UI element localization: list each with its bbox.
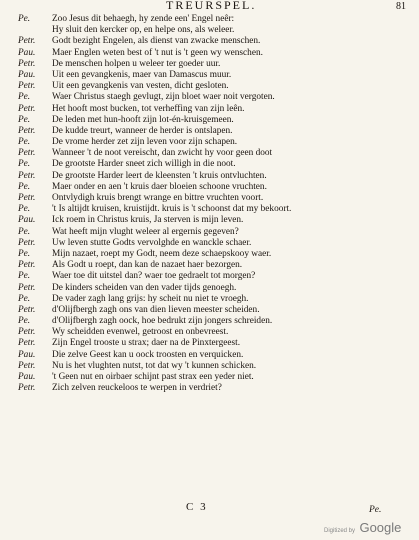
- speaker-label: Pau.: [18, 69, 36, 80]
- dialogue-line: [18, 193, 413, 204]
- line-text: Zoo Jesus dit behaegh, hy zende een' Engel neêr:: [52, 14, 235, 24]
- speaker-label: Pau.: [18, 47, 36, 58]
- line-text: Maer onder en aen 't kruis daer bloeien schoone vruchten.: [52, 181, 267, 192]
- speaker-label: Pau.: [18, 372, 36, 382]
- dialogue-line: [18, 25, 413, 36]
- dialogue-line: [18, 249, 413, 260]
- line-text: Maer Englen weten best of 't nut is 't geen wy wenschen.: [52, 47, 263, 58]
- page-number: 81: [396, 1, 406, 12]
- line-text: Als Godt u roept, dan kan de nazaet haer bezorgen.: [52, 260, 243, 271]
- speaker-label: Petr.: [18, 282, 36, 293]
- line-text: De grootste Harder sneet zich willigh in die noot.: [52, 159, 236, 170]
- line-text: De vader zagh lang grijs: hy scheit nu niet te vroegh.: [52, 293, 249, 304]
- line-text: 't Is altijdt kruisen, kruistijdt. kruis is 't schoonst dat my bekoort.: [52, 204, 292, 215]
- speaker-label: Pe.: [18, 204, 31, 215]
- speaker-label: Pau.: [18, 215, 36, 226]
- line-text: Hy sluit den kercker op, en helpe ons, als weleer.: [52, 25, 235, 36]
- dialogue-line: [18, 361, 413, 372]
- line-text: Wy scheidden evenwel, getroost en onbevreest.: [52, 327, 229, 338]
- dialogue-line: [18, 338, 413, 349]
- line-text: Godt bezight Engelen, als dienst van zwacke menschen.: [52, 36, 261, 47]
- dialogue-line: [18, 283, 413, 294]
- speaker-label: Petr.: [18, 148, 36, 159]
- speaker-label: Petr.: [18, 193, 36, 203]
- line-text: De leden met hun-hooft zijn lot-én-kruisgemeen.: [52, 114, 234, 125]
- speaker-label: Pe.: [18, 92, 31, 103]
- dialogue-line: [18, 227, 413, 238]
- speaker-label: Pe.: [18, 181, 31, 192]
- dialogue-line: [18, 137, 413, 148]
- speaker-label: Petr.: [18, 383, 36, 394]
- dialogue-line: [18, 70, 413, 81]
- speaker-label: Petr.: [18, 338, 36, 349]
- dialogue-line: [18, 81, 413, 92]
- line-text: Uit een gevangkenis van vesten, dicht gesloten.: [52, 81, 229, 92]
- speaker-label: Pau.: [18, 349, 36, 360]
- dialogue-line: [18, 182, 413, 193]
- speaker-label: Pe.: [18, 226, 31, 237]
- speaker-label: Petr.: [18, 327, 36, 338]
- line-text: De kinders scheiden van den vader tijds genoegh.: [52, 282, 237, 293]
- speaker-label: Petr.: [18, 36, 36, 47]
- line-text: Die zelve Geest kan u oock troosten en verquicken.: [52, 349, 244, 360]
- line-text: Zich zelven reuckeloos te werpen in verdriet?: [52, 383, 222, 394]
- speaker-label: Pe.: [18, 137, 31, 148]
- line-text: De menschen holpen u weleer ter goeder uur.: [52, 58, 221, 69]
- speaker-label: Pe.: [18, 293, 31, 304]
- dialogue-line: [18, 171, 413, 182]
- dialogue-line: [18, 204, 413, 215]
- dialogue-line: [18, 104, 413, 115]
- line-text: d'Olijfbergh zagh oock, hoe bedrukt zijn jongers schreiden.: [52, 316, 273, 327]
- dialogue-line: [18, 327, 413, 338]
- line-text: De kudde treurt, wanneer de herder is ontslapen.: [52, 125, 233, 136]
- line-text: Mijn nazaet, roept my Godt, neem deze schaepskooy waer.: [52, 248, 272, 259]
- dialogue-line: [18, 14, 413, 25]
- line-text: 't Geen nut en oirbaer schijnt past strax een yeder niet.: [52, 372, 254, 382]
- speaker-label: Petr.: [18, 170, 36, 181]
- speaker-label: Pe.: [18, 14, 31, 24]
- line-text: d'Olijfbergh zagh ons van dien lieven meester scheiden.: [52, 304, 260, 315]
- line-text: Waer toe dit uitstel dan? waer toe gedraelt tot morgen?: [52, 271, 256, 282]
- dialogue-line: [18, 350, 413, 361]
- dialogue-line: [18, 115, 413, 126]
- speaker-label: Pe.: [18, 316, 31, 327]
- speaker-label: Petr.: [18, 103, 36, 114]
- line-text: Uw leven stutte Godts vervolghde en wanckle schaer.: [52, 237, 252, 248]
- dialogue-line: [18, 148, 413, 159]
- dialogue-line: [18, 126, 413, 137]
- dialogue-line: [18, 92, 413, 103]
- line-text: Ick roem in Christus kruis, Ja sterven is mijn leven.: [52, 215, 244, 226]
- watermark-prefix: Digitized by: [324, 528, 356, 534]
- dialogue-line: [18, 316, 413, 327]
- watermark-brand: Google: [359, 520, 402, 535]
- speaker-label: Petr.: [18, 360, 36, 371]
- speaker-label: Pe.: [18, 114, 31, 125]
- page-header: [0, 0, 419, 14]
- line-text: De vrome herder zet zijn leven voor zijn schapen.: [52, 137, 238, 148]
- speaker-label: Petr.: [18, 58, 36, 69]
- speaker-label: Pe.: [18, 159, 31, 170]
- speaker-label: Pe.: [18, 271, 31, 282]
- dialogue-line: [18, 159, 413, 170]
- dialogue-line: [18, 294, 413, 305]
- dialogue-line: [18, 215, 413, 226]
- line-text: Uit een gevangkenis, maer van Damascus muur.: [52, 69, 232, 80]
- speaker-label: Petr.: [18, 237, 36, 248]
- running-head: TREURSPEL.: [166, 0, 257, 12]
- line-text: Nu is het vlughten nutst, tot dat wy 't kunnen schicken.: [52, 360, 257, 371]
- dialogue-line: [18, 36, 413, 47]
- catchword: Pe.: [369, 505, 382, 515]
- digitization-watermark: [324, 519, 401, 537]
- line-text: Waer Christus staegh gevlugt, zijn bloet waer noit vergoten.: [52, 92, 275, 103]
- dialogue-line: [18, 238, 413, 249]
- line-text: Zijn Engel trooste u strax; daer na de Pinxtergeest.: [52, 338, 241, 349]
- signature-mark: C 3: [186, 501, 208, 513]
- speaker-label: Pe.: [18, 248, 31, 259]
- dialogue-line: [18, 305, 413, 316]
- dialogue-line: [18, 59, 413, 70]
- dialogue-line: [18, 48, 413, 59]
- line-text: De grootste Harder leert de kleensten 't kruis ontvluchten.: [52, 170, 267, 181]
- line-text: Ontvlydigh kruis brengt wrange en bittre vruchten voort.: [52, 193, 264, 203]
- speaker-label: Petr.: [18, 81, 36, 92]
- dialogue-text: [18, 14, 413, 394]
- speaker-label: Petr.: [18, 304, 36, 315]
- dialogue-line: [18, 260, 413, 271]
- line-text: Wanneer 't de noot vereischt, dan zwicht hy voor geen doot: [52, 148, 273, 159]
- dialogue-line: [18, 271, 413, 282]
- line-text: Het hooft most bucken, tot verheffing van zijn leên.: [52, 103, 245, 114]
- speaker-label: Petr.: [18, 260, 36, 271]
- dialogue-line: [18, 372, 413, 383]
- speaker-label: Petr.: [18, 125, 36, 136]
- line-text: Wat heeft mijn vlught weleer al ergernis gegeven?: [52, 226, 239, 237]
- dialogue-line: [18, 383, 413, 394]
